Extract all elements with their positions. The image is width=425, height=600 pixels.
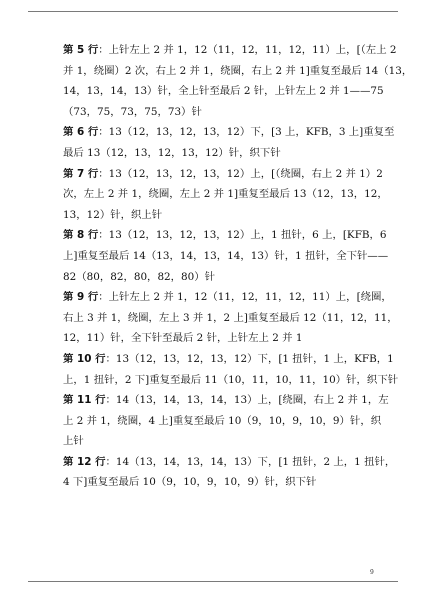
row-label: 第 7 行: [63, 167, 99, 180]
instruction-line: 14，13，14，13）针，全上针至最后 2 针，上针左上 2 并 1——75: [63, 85, 384, 98]
instruction-row: [63, 164, 388, 226]
instruction-line: 并 1，绕圈）2 次，右上 2 并 1，绕圈，右上 2 并 1]重复至最后 14（13，: [63, 64, 413, 77]
instruction-text: ：上针左上 2 并 1，12（11，12，11，12，11）上，[绕圈，: [98, 291, 392, 304]
instruction-line: [63, 349, 394, 370]
instruction-line: 上针: [63, 435, 84, 448]
instruction-row: [63, 390, 389, 452]
instruction-line: 13，12）针，织上针: [63, 208, 163, 221]
instruction-line: 上]重复至最后 14（13，14，13，14，13）针，1 扭针，全下针——: [63, 249, 389, 262]
instruction-text: ：13（12，13，12，13，12）上，[（绕圈，右上 2 并 1）2: [98, 167, 383, 180]
instruction-line: 82（80，82，80，82，80）针: [63, 270, 216, 283]
footer-rule: [28, 581, 398, 582]
row-label: 第 10 行: [63, 352, 106, 365]
instruction-text: ：上针左上 2 并 1，12（11，12，11，12，11）上，[（左上 2: [98, 44, 397, 56]
instruction-line: [63, 164, 383, 185]
row-label: 第 11 行: [63, 394, 106, 407]
row-label: 第 6 行: [63, 126, 99, 139]
instruction-line: （73，75，73，75，73）针: [63, 105, 202, 118]
instruction-line: 次，左上 2 并 1，绕圈，左上 2 并 1]重复至最后 13（12，13，12，: [63, 188, 388, 201]
instruction-text: ：14（13，14，13，14，13）下，[1 扭针，2 上，1 扭针，: [105, 455, 396, 468]
page-number: 9: [370, 569, 374, 576]
instruction-row: [63, 225, 389, 287]
row-label: 第 9 行: [63, 291, 99, 304]
row-label: 第 5 行: [63, 44, 99, 56]
instruction-line: 最后 13（12，13，12，13，12）针，织下针: [63, 146, 281, 159]
instruction-line: [63, 40, 397, 61]
instruction-line: 右上 3 并 1，绕圈，左上 3 并 1，2 上]重复至最后 12（11，12，11，: [63, 311, 398, 324]
instruction-line: [63, 225, 387, 246]
instruction-row: [63, 287, 398, 349]
instruction-text: ：14（13，14，13，14，13）上，[绕圈，右上 2 并 1，左: [105, 394, 389, 407]
instruction-line: 上 2 并 1，绕圈，4 上]重复至最后 10（9，10，9，10，9）针，织: [63, 414, 382, 427]
instruction-line: 上，1 扭针，2 下]重复至最后 11（10，11，10，11，10）针，织下针: [63, 373, 399, 386]
instruction-text: ：13（12，13，12，13，12）下，[3 上，KFB，3 上]重复至: [98, 126, 395, 139]
instruction-row: [63, 40, 413, 122]
instruction-row: [63, 349, 399, 390]
header-rule: [28, 11, 398, 12]
instruction-line: [63, 287, 392, 308]
instruction-line: [63, 452, 396, 473]
instruction-line: 4 下]重复至最后 10（9，10，9，10，9）针，织下针: [63, 476, 317, 489]
instruction-line: 12，11）针，全下针至最后 2 针，上针左上 2 并 1: [63, 332, 303, 345]
instruction-text: ：13（12，13，12，13，12）下，[1 扭针，1 上，KFB，1: [105, 352, 394, 365]
row-label: 第 12 行: [63, 455, 106, 468]
pattern-instructions: [63, 40, 413, 493]
instruction-line: [63, 390, 389, 411]
row-label: 第 8 行: [63, 229, 99, 242]
instruction-row: [63, 122, 395, 163]
instruction-text: ：13（12，13，12，13，12）上，1 扭针，6 上，[KFB，6: [98, 229, 387, 242]
instruction-row: [63, 452, 396, 493]
instruction-line: [63, 122, 395, 143]
